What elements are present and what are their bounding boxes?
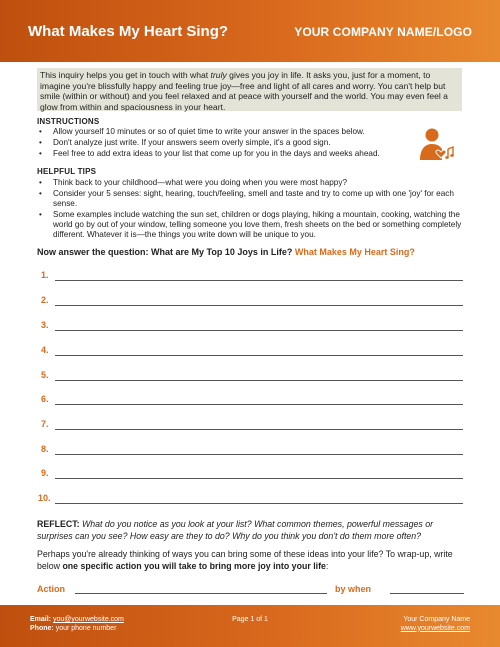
action-input-line[interactable]	[75, 593, 327, 594]
answer-row[interactable]	[37, 444, 463, 458]
page-title: What Makes My Heart Sing?	[28, 23, 229, 40]
person-heart-music-icon	[418, 127, 456, 161]
helpful-tips-list	[37, 178, 467, 242]
email-label: Email:	[30, 616, 52, 623]
answer-row[interactable]	[37, 493, 463, 507]
wrapup-paragraph	[37, 548, 467, 572]
tip-item: • Consider your 5 senses: sight, hearing, touch/feeling, smell and taste and try to come up with one 'joy' for each sense.	[37, 189, 467, 209]
answer-line[interactable]	[55, 355, 463, 356]
website-link[interactable]: www.yourwebsite.com	[400, 624, 470, 632]
answer-row[interactable]	[37, 345, 463, 359]
answer-row[interactable]	[37, 320, 463, 334]
page-header	[0, 0, 500, 62]
answer-number: 1.	[41, 270, 49, 280]
answer-number: 4.	[41, 345, 49, 355]
answer-number: 10.	[38, 493, 51, 503]
answer-row[interactable]	[37, 419, 463, 433]
reflect-text: What do you notice as you look at your list? What common themes, powerful messages or surprises can you see? How easy are they to do? Why do you think you don't do them more often?	[37, 519, 434, 541]
answer-row[interactable]	[37, 370, 463, 384]
answer-line[interactable]	[55, 429, 463, 430]
question-prefix: Now answer the question: What are My Top 10 Joys in Life?	[37, 247, 295, 257]
by-when-input-line[interactable]	[390, 593, 464, 594]
wrapup-text-end: :	[325, 561, 329, 571]
instruction-item: • Feel free to add extra ideas to your list that come up for you in the days and weeks ahead.	[37, 149, 417, 159]
instruction-item: • Allow yourself 10 minutes or so of quiet time to write your answer in the spaces below.	[37, 127, 417, 137]
answer-number: 7.	[41, 419, 49, 429]
by-when-label: by when	[335, 584, 372, 594]
intro-box	[37, 68, 462, 111]
answer-number: 3.	[41, 320, 49, 330]
phone-value: your phone number	[55, 624, 117, 632]
intro-text-end: gives you joy in life. It asks you, just for a moment, to imagine you're blissfully happy and feeling true joy—free and light of all cares and worry. You can't help but smile (within or without) and you feel relaxed and at peace with yourself and the world. You may even feel a glow from within and spaciousness in your heart.	[40, 70, 448, 112]
wrapup-text-bold: one specific action you will take to bring more joy into your life	[62, 561, 326, 571]
answer-number: 2.	[41, 295, 49, 305]
answer-line[interactable]	[55, 330, 463, 331]
tip-item: • Think back to your childhood—what were you doing when you were most happy?	[37, 178, 467, 188]
instructions-heading: INSTRUCTIONS	[37, 117, 100, 126]
answer-line[interactable]	[55, 503, 463, 504]
tip-item: • Some examples include watching the sun set, children or dogs playing, hiking a mountain, cooking, watching the world go by out of your window, telling someone you love them, fresh sheets on the bed or something completely different. Whatever it is—the things you write down will be unique to you.	[37, 210, 467, 240]
instruction-item: • Don't analyze just write. If your answers seem overly simple, it's a good sign.	[37, 138, 417, 148]
footer-company	[401, 616, 470, 633]
answer-line[interactable]	[55, 380, 463, 381]
company-logo-text: YOUR COMPANY NAME/LOGO	[294, 25, 472, 39]
answer-number: 5.	[41, 370, 49, 380]
helpful-tips-heading: HELPFUL TIPS	[37, 167, 97, 176]
answer-row[interactable]	[37, 468, 463, 482]
answer-line[interactable]	[55, 404, 463, 405]
wrapup-text-start: Perhaps you're already thinking of ways you can bring some of these ideas into your life? To wrap-up, write below	[37, 549, 453, 571]
company-name: Your Company Name	[403, 616, 470, 623]
answer-row[interactable]	[37, 270, 463, 284]
phone-label: Phone:	[30, 624, 54, 632]
intro-text-start: This inquiry helps you get in touch with what	[40, 70, 211, 80]
question-accent: What Makes My Heart Sing?	[294, 247, 415, 257]
answer-line[interactable]	[55, 305, 463, 306]
answer-line[interactable]	[55, 478, 463, 479]
intro-text-emphasis: truly	[210, 70, 227, 80]
instructions-list	[37, 127, 417, 161]
answer-line[interactable]	[55, 280, 463, 281]
answer-number: 6.	[41, 394, 49, 404]
action-label: Action	[37, 584, 65, 594]
page-number: Page 1 of 1	[232, 616, 268, 623]
question-text	[37, 247, 415, 257]
answer-number: 9.	[41, 468, 49, 478]
reflect-paragraph	[37, 518, 467, 542]
reflect-label: REFLECT:	[37, 519, 80, 529]
answer-row[interactable]	[37, 394, 463, 408]
answer-number: 8.	[41, 444, 49, 454]
email-link[interactable]: you@yourwebsite.com	[52, 616, 124, 623]
answer-row[interactable]	[37, 295, 463, 309]
page-footer	[0, 605, 500, 647]
answer-line[interactable]	[55, 454, 463, 455]
